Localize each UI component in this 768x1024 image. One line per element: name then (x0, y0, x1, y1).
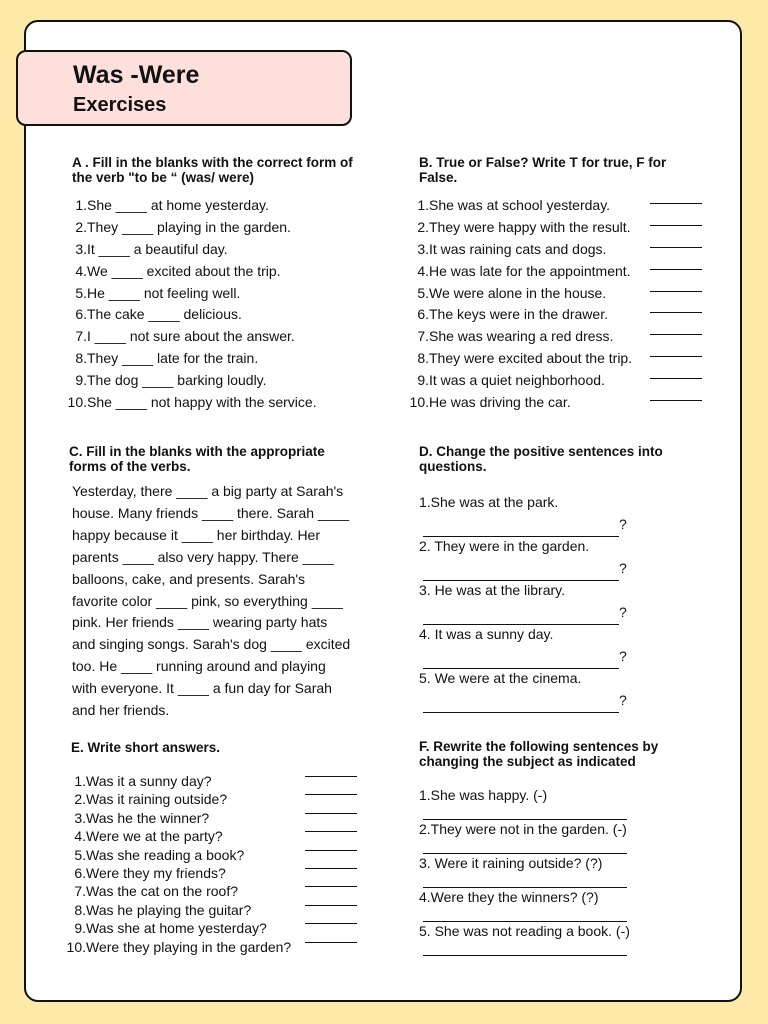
answer-line[interactable] (423, 561, 619, 581)
item-text: They were excited about the trip. (429, 350, 633, 367)
item-number: 10. (67, 394, 87, 411)
sectionB-item (408, 348, 708, 370)
sectionF-answer-row (419, 838, 659, 854)
item-number: 9. (74, 920, 86, 937)
answer-blank[interactable] (305, 886, 357, 887)
item-text: It ____ a beautiful day. (87, 240, 228, 257)
sectionE-item (62, 901, 362, 919)
page-title: Was -Were (73, 61, 200, 89)
item-number: 7. (74, 883, 86, 900)
item-text: Were they my friends? (86, 864, 226, 881)
answer-blank[interactable] (305, 942, 357, 943)
sectionB-item (408, 261, 708, 283)
item-text: Was it raining outside? (86, 791, 228, 808)
answer-blank[interactable] (650, 378, 702, 379)
item-number: 9. (417, 372, 429, 389)
section-f-list (419, 786, 659, 956)
section-b (419, 155, 689, 185)
item-number: 8. (74, 901, 86, 918)
item-text: The dog ____ barking loudly. (87, 372, 267, 389)
item-number: 1. (75, 197, 87, 213)
sectionF-question: 3. Were it raining outside? (?) (419, 855, 603, 871)
item-number: 1. (74, 773, 86, 789)
item-text: I ____ not sure about the answer. (87, 328, 295, 345)
item-number: 7. (417, 328, 429, 345)
question-mark: ? (619, 516, 627, 532)
item-text: They were happy with the result. (429, 218, 631, 235)
item-text: We were alone in the house. (429, 284, 607, 301)
title-box (16, 50, 352, 126)
item-number: 6. (417, 306, 429, 323)
answer-blank[interactable] (305, 831, 357, 832)
sectionD-answer-row (419, 512, 659, 537)
sectionA-item (62, 239, 362, 261)
sectionB-item (408, 304, 708, 326)
item-text: Was the cat on the roof? (86, 883, 239, 900)
section-b-heading: B. True or False? Write T for true, F for False. (419, 155, 667, 185)
answer-blank[interactable] (305, 850, 357, 851)
sectionB-item (408, 283, 708, 305)
item-number: 2. (417, 218, 429, 235)
item-text: She was wearing a red dress. (429, 328, 614, 345)
answer-line[interactable] (423, 649, 619, 669)
item-number: 9. (75, 372, 87, 389)
answer-blank[interactable] (650, 312, 702, 313)
sectionA-item (62, 348, 362, 370)
section-a (72, 155, 372, 185)
sectionB-item (408, 239, 708, 261)
item-number: 2. (74, 791, 86, 808)
sectionA-item (62, 392, 362, 414)
item-text: He was late for the appointment. (429, 262, 631, 279)
section-a-list (62, 195, 362, 414)
section-c-body (72, 481, 354, 722)
sectionF-answer-row (419, 872, 659, 888)
sectionB-item (408, 370, 708, 392)
answer-blank[interactable] (305, 776, 357, 777)
question-mark: ? (619, 692, 627, 708)
answer-blank[interactable] (650, 225, 702, 226)
item-text: Were we at the party? (86, 828, 223, 845)
sectionE-item (62, 846, 362, 864)
sectionA-item (62, 261, 362, 283)
item-number: 1. (417, 197, 429, 213)
answer-line[interactable] (423, 945, 627, 956)
section-d-heading: D. Change the positive sentences into questions. (419, 444, 663, 474)
item-number: 10. (66, 938, 86, 955)
answer-blank[interactable] (650, 247, 702, 248)
item-number: 4. (74, 828, 86, 845)
item-text: It was a quiet neighborhood. (429, 372, 605, 389)
item-number: 5. (74, 846, 86, 863)
question-mark: ? (619, 604, 627, 620)
answer-blank[interactable] (650, 356, 702, 357)
item-text: Was she reading a book? (86, 846, 245, 863)
item-number: 8. (75, 350, 87, 367)
section-f (419, 739, 699, 769)
sectionE-item (62, 938, 362, 956)
question-mark: ? (619, 560, 627, 576)
item-text: Were they playing in the garden? (86, 938, 292, 955)
section-b-list (408, 195, 708, 414)
sectionF-question: 4.Were they the winners? (?) (419, 889, 599, 905)
section-c-heading: C. Fill in the blanks with the appropriate forms of the verbs. (69, 444, 325, 474)
sectionF-question: 1.She was happy. (-) (419, 787, 548, 803)
sectionB-item (408, 217, 708, 239)
sectionE-item (62, 809, 362, 827)
item-number: 4. (75, 262, 87, 279)
item-text: He ____ not feeling well. (87, 284, 241, 301)
sectionD-question: 3. He was at the library. (419, 582, 566, 598)
sectionF-answer-row (419, 804, 659, 820)
sectionD-question: 5. We were at the cinema. (419, 670, 582, 686)
item-number: 6. (74, 864, 86, 881)
question-mark: ? (619, 648, 627, 664)
item-text: They ____ playing in the garden. (87, 218, 291, 235)
item-number: 7. (75, 328, 87, 345)
item-number: 6. (75, 306, 87, 323)
answer-line[interactable] (423, 877, 627, 888)
answer-blank[interactable] (305, 813, 357, 814)
sectionD-answer-row (419, 688, 659, 713)
answer-blank[interactable] (305, 868, 357, 869)
item-number: 2. (75, 218, 87, 235)
sectionD-question: 2. They were in the garden. (419, 538, 590, 554)
section-c-paragraph: Yesterday, there ____ a big party at Sarah's house. Many friends ____ there. Sarah ____ happy because it ____ her birthday. Her parents ____ also very happy. There ____ balloons, cake, and presents. Sarah's favorite color ____ pink, so everything ____ pink. Her friends ____ wearing party hats and singing songs. Sarah's dog ____ excited too. He ____ running around and playing with everyone. It ____ a fun day for Sarah and her friends. (72, 483, 351, 719)
answer-blank[interactable] (650, 203, 702, 204)
item-number: 10. (409, 394, 429, 411)
sectionA-item (62, 217, 362, 239)
sectionE-item (62, 864, 362, 882)
sectionB-item (408, 326, 708, 348)
item-text: We ____ excited about the trip. (87, 262, 281, 279)
item-text: The keys were in the drawer. (429, 306, 608, 323)
sectionD-question: 1.She was at the park. (419, 494, 559, 510)
sectionF-answer-row (419, 906, 659, 922)
item-number: 5. (75, 284, 87, 301)
sectionB-item (408, 195, 708, 217)
sectionD-answer-row (419, 556, 659, 581)
item-text: Was he playing the guitar? (86, 901, 252, 918)
answer-blank[interactable] (650, 334, 702, 335)
answer-blank[interactable] (650, 269, 702, 270)
sectionA-item (62, 304, 362, 326)
answer-blank[interactable] (305, 905, 357, 906)
sectionD-answer-row (419, 600, 659, 625)
sectionE-item (62, 827, 362, 845)
sectionB-item (408, 392, 708, 414)
item-text: It was raining cats and dogs. (429, 240, 607, 257)
item-number: 5. (417, 284, 429, 301)
item-text: She ____ not happy with the service. (87, 394, 317, 411)
sectionA-item (62, 370, 362, 392)
item-number: 4. (417, 262, 429, 279)
answer-line[interactable] (423, 605, 619, 625)
section-d-list (419, 493, 659, 713)
item-text: Was he the winner? (86, 809, 210, 826)
section-a-heading: A . Fill in the blanks with the correct form of the verb "to be “ (was/ were) (72, 155, 353, 185)
item-text: He was driving the car. (429, 394, 571, 411)
item-number: 3. (417, 240, 429, 257)
answer-line[interactable] (423, 809, 627, 820)
answer-blank[interactable] (650, 400, 702, 401)
sectionF-question: 2.They were not in the garden. (-) (419, 821, 627, 837)
section-f-heading: F. Rewrite the following sentences by changing the subject as indicated (419, 739, 659, 769)
section-e-list (62, 772, 362, 956)
item-text: She ____ at home yesterday. (87, 197, 269, 213)
sectionF-question: 5. She was not reading a book. (-) (419, 923, 630, 939)
answer-blank[interactable] (305, 794, 357, 795)
answer-blank[interactable] (305, 923, 357, 924)
item-text: She was at school yesterday. (429, 197, 611, 213)
sectionF-answer-row (419, 940, 659, 956)
section-e-heading: E. Write short answers. (71, 740, 221, 755)
item-number: 8. (417, 350, 429, 367)
sectionE-item (62, 790, 362, 808)
page-subtitle: Exercises (73, 94, 167, 116)
item-text: Was it a sunny day? (86, 773, 212, 789)
sectionA-item (62, 195, 362, 217)
section-d (419, 444, 689, 474)
answer-blank[interactable] (650, 291, 702, 292)
sectionA-item (62, 326, 362, 348)
sectionE-item (62, 919, 362, 937)
sectionD-answer-row (419, 644, 659, 669)
answer-line[interactable] (423, 517, 619, 537)
item-text: They ____ late for the train. (87, 350, 259, 367)
section-e (71, 740, 351, 755)
answer-line[interactable] (423, 843, 627, 854)
item-text: Was she at home yesterday? (86, 920, 267, 937)
sectionD-question: 4. It was a sunny day. (419, 626, 554, 642)
sectionE-item (62, 882, 362, 900)
sectionA-item (62, 283, 362, 305)
answer-line[interactable] (423, 693, 619, 713)
item-number: 3. (74, 809, 86, 826)
sectionE-item (62, 772, 362, 790)
item-number: 3. (75, 240, 87, 257)
section-c (69, 444, 349, 474)
answer-line[interactable] (423, 911, 627, 922)
item-text: The cake ____ delicious. (87, 306, 242, 323)
